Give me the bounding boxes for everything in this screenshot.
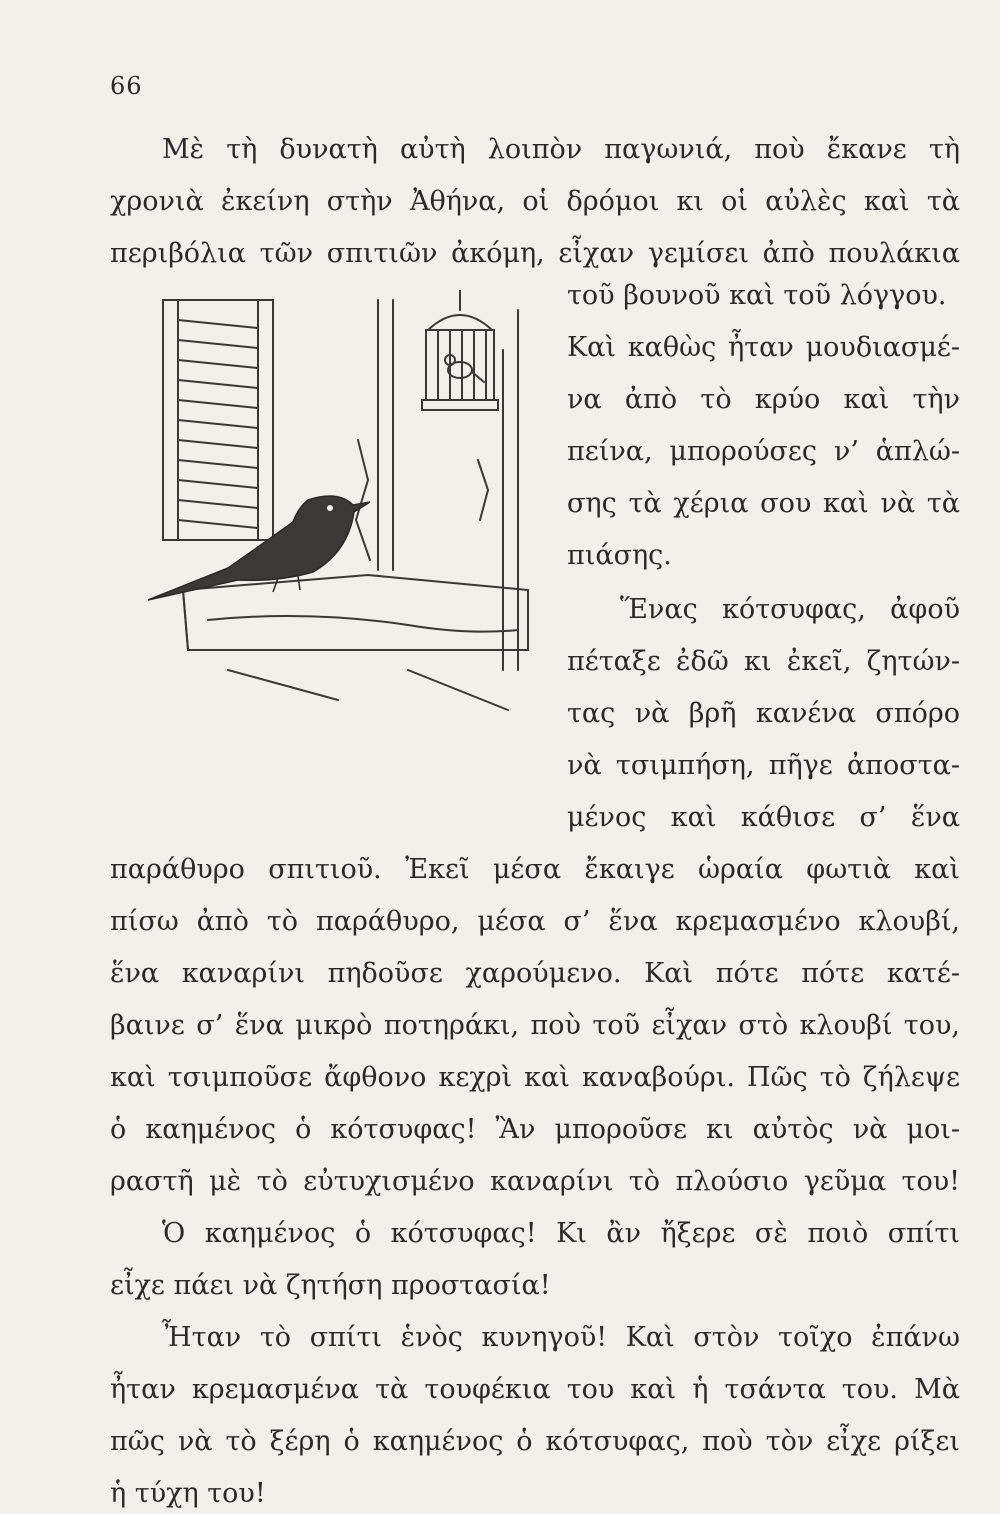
text-line: πέταξε ἐδῶ κι ἐκεῖ, ζητών- — [567, 646, 960, 677]
page-number: 66 — [110, 72, 143, 100]
text-line: ἡ τύχη του! — [110, 1478, 266, 1509]
text-line: πείνα, μπορούσες ν’ ἁπλώ- — [567, 436, 960, 467]
illustration-blackbird-window — [108, 290, 538, 720]
text-line: βαινε σ’ ἕνα μικρὸ ποτηράκι, ποὺ τοῦ εἶχαν στὸ κλουβί του, — [110, 1010, 960, 1041]
text-line: ἕνα καναρίνι πηδοῦσε χαρούμενο. Καὶ πότε πότε κατέ- — [110, 958, 960, 989]
birdcage-icon — [422, 290, 498, 410]
text-line: εἶχε πάει νὰ ζητήση προστασία! — [110, 1270, 551, 1301]
text-line: τας νὰ βρῆ κανένα σπόρο — [567, 698, 960, 729]
text-line: σης τὰ χέρια σου καὶ νὰ τὰ — [567, 488, 960, 519]
text-line: πιάσης. — [567, 540, 672, 571]
text-line: παράθυρο σπιτιοῦ. Ἐκεῖ μέσα ἔκαιγε ὡραία φωτιὰ καὶ — [110, 854, 960, 885]
text-line: χρονιὰ ἐκείνη στὴν Ἀθήνα, οἱ δρόμοι κι οἱ αὐλὲς καὶ τὰ — [110, 186, 960, 217]
text-line: Καὶ καθὼς ἦταν μουδιασμέ- — [567, 332, 960, 363]
text-line: Ὁ καημένος ὁ κότσυφας! Κι ἂν ἤξερε σὲ ποιὸ σπίτι — [162, 1218, 960, 1249]
text-line: καὶ τσιμποῦσε ἄφθονο κεχρὶ καὶ καναβούρι. Πῶς τὸ ζήλεψε — [110, 1062, 960, 1093]
text-line: πῶς νὰ τὸ ξέρη ὁ καημένος ὁ κότσυφας, ποὺ τὸν εἶχε ρίξει — [110, 1426, 960, 1457]
text-line: Μὲ τὴ δυνατὴ αὐτὴ λοιπὸν παγωνιά, ποὺ ἔκανε τὴ — [162, 134, 960, 165]
text-line: να ἀπὸ τὸ κρύο καὶ τὴν — [567, 384, 960, 415]
text-line: πίσω ἀπὸ τὸ παράθυρο, μέσα σ’ ἕνα κρεμασμένο κλουβί, — [110, 906, 960, 937]
text-line: τοῦ βουνοῦ καὶ τοῦ λόγγου. — [567, 280, 947, 311]
text-line: Ἕνας κότσυφας, ἀφοῦ — [620, 594, 960, 625]
text-line: περιβόλια τῶν σπιτιῶν ἀκόμη, εἶχαν γεμίσει ἀπὸ πουλάκια — [110, 238, 960, 269]
text-line: ἦταν κρεμασμένα τὰ τουφέκια του καὶ ἡ τσάντα του. Μὰ — [110, 1374, 960, 1405]
text-line: Ἦταν τὸ σπίτι ἑνὸς κυνηγοῦ! Καὶ στὸν τοῖχο ἐπάνω — [162, 1322, 960, 1353]
window-shutter-icon — [163, 300, 273, 540]
text-line: ραστῆ μὲ τὸ εὐτυχισμένο καναρίνι τὸ πλούσιο γεῦμα του! — [110, 1166, 960, 1197]
text-line: ὁ καημένος ὁ κότσυφας! Ἂν μποροῦσε κι αὐτὸς νὰ μοι- — [110, 1114, 960, 1145]
text-line: νὰ τσιμπήση, πῆγε ἀποστα- — [567, 750, 960, 781]
text-line: μένος καὶ κάθισε σ’ ἕνα — [567, 802, 960, 833]
